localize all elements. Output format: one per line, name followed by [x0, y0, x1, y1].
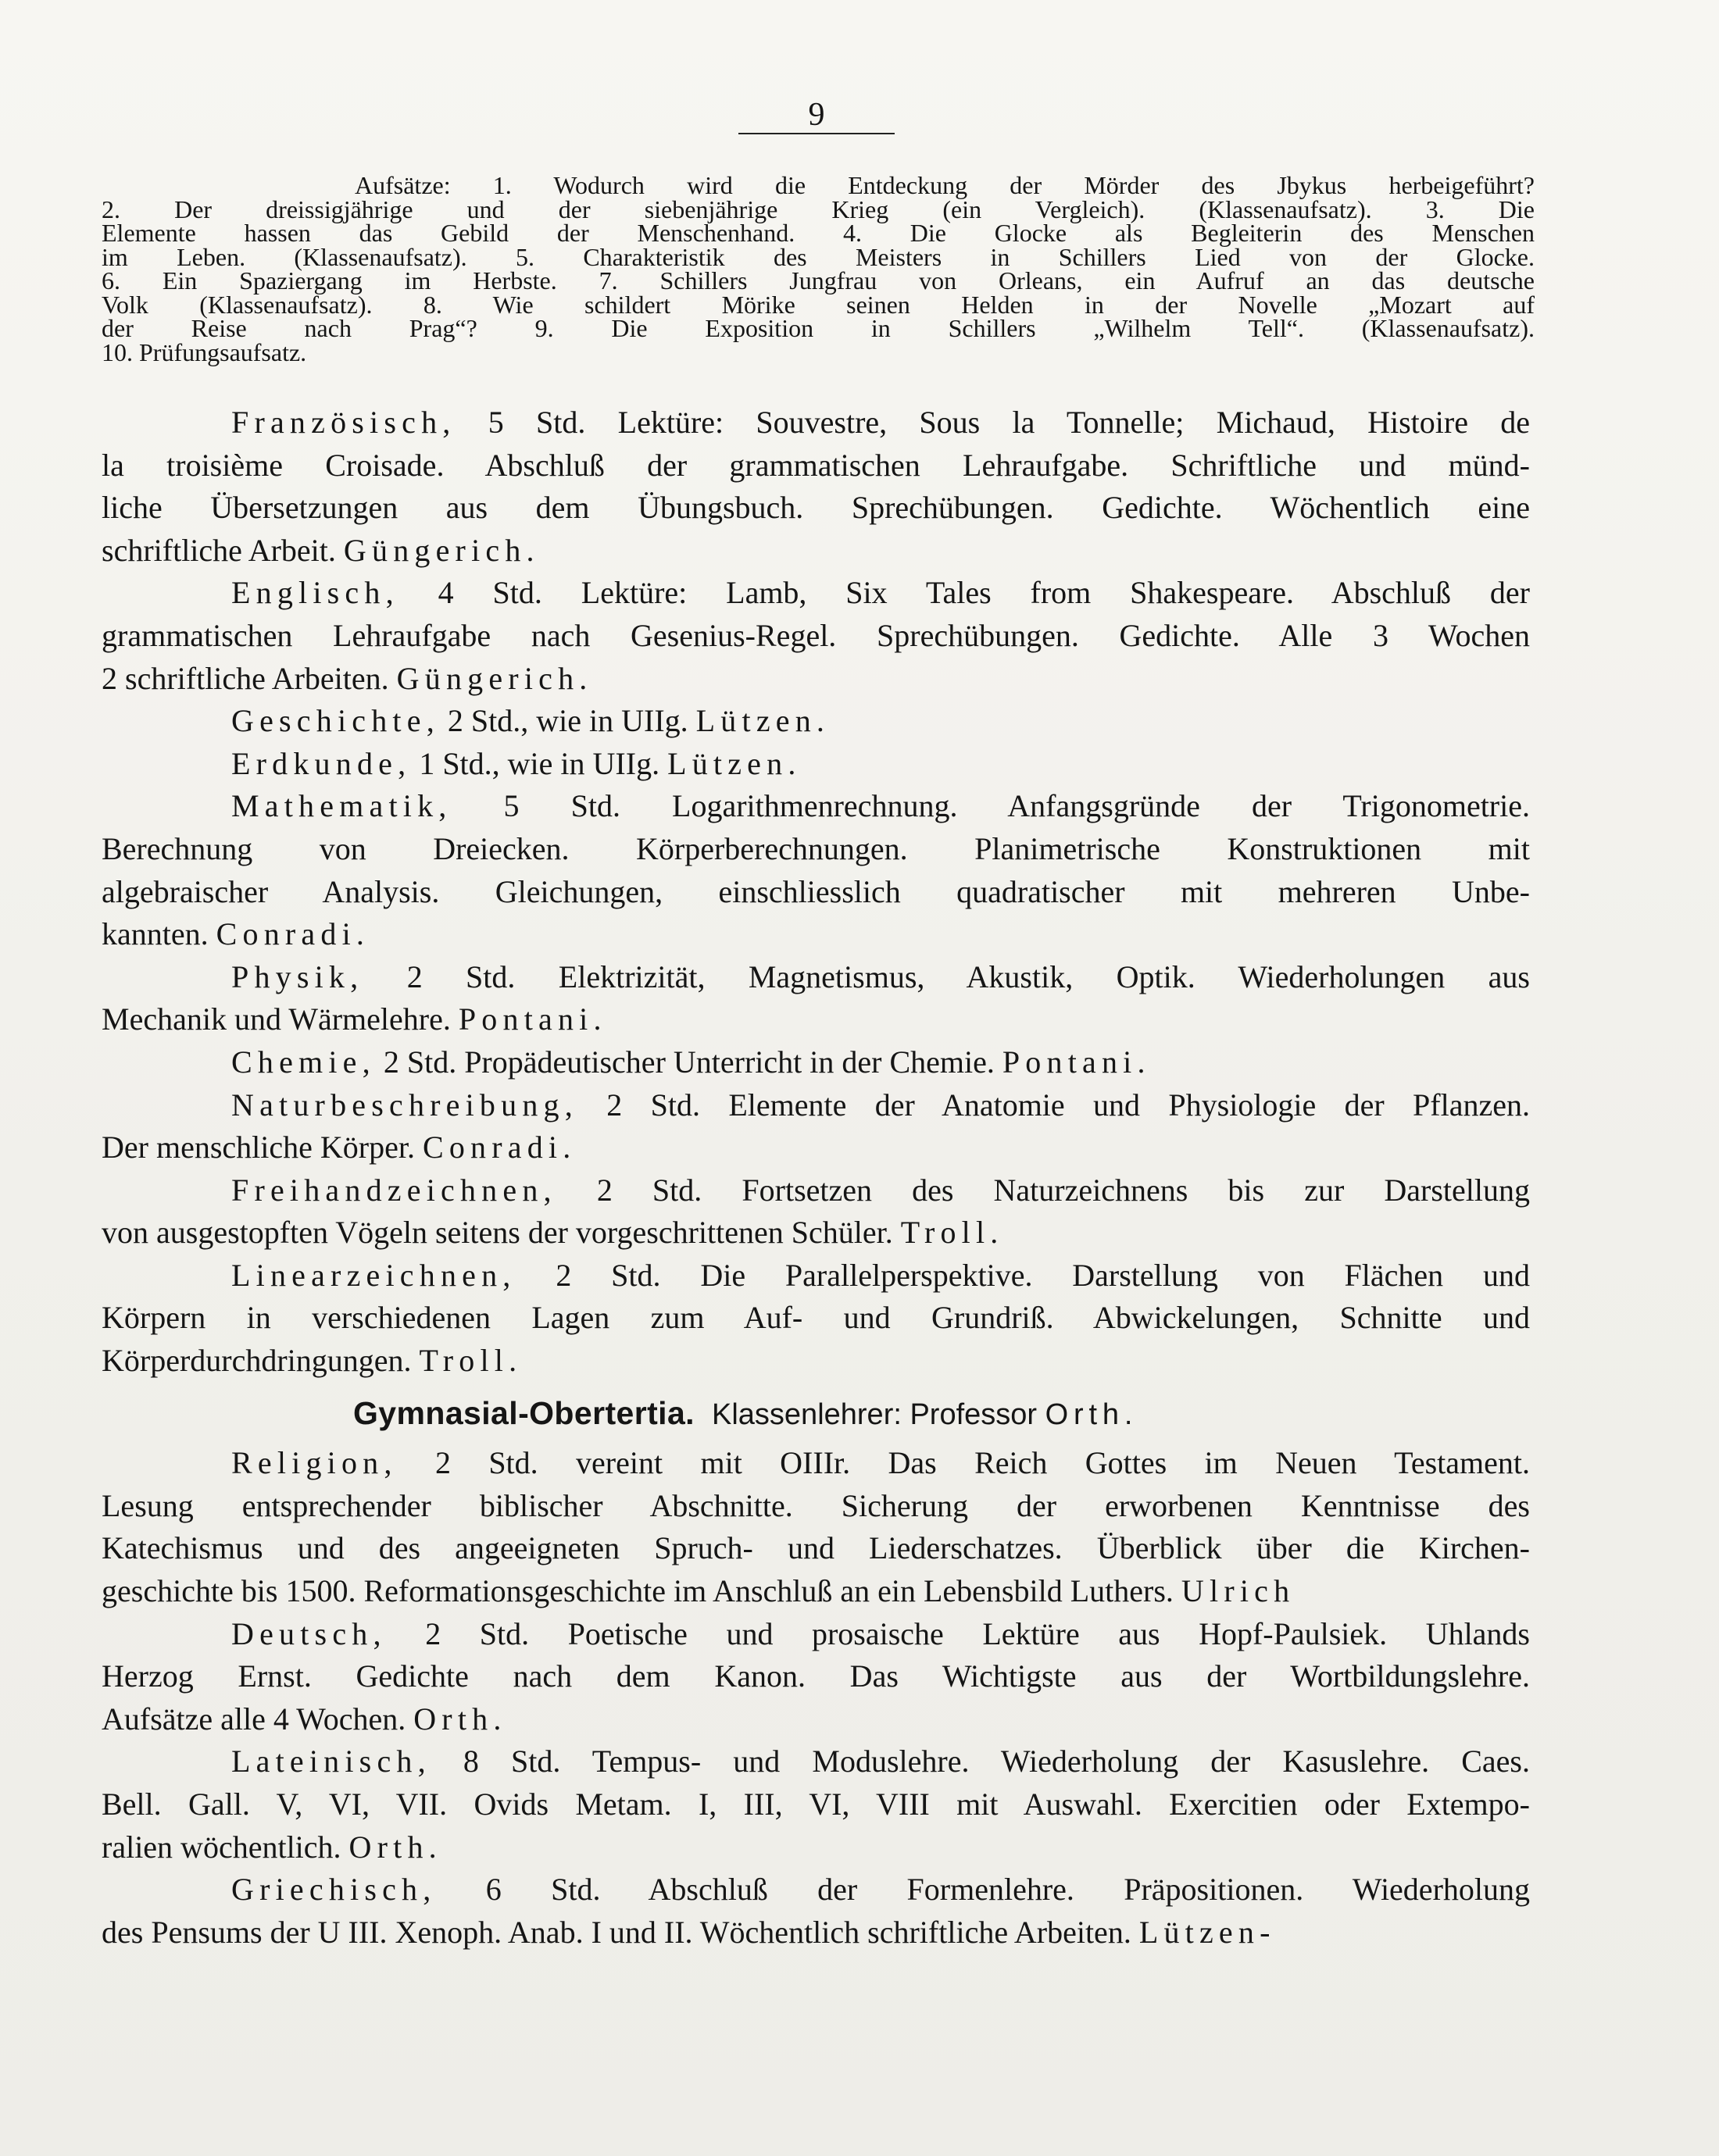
text-line — [102, 913, 1530, 956]
line-text: 4 Std. Lektüre: Lamb, Six Tales from Shakespeare. Abschluß der — [398, 575, 1530, 611]
line-text: liche Übersetzungen aus dem Übungsbuch. Sprechübungen. Gedichte. Wöchentlich eine — [102, 490, 1530, 526]
text-line — [102, 998, 1530, 1041]
text-line — [102, 1655, 1530, 1698]
subject-name: Mathematik, — [231, 788, 452, 824]
text-line — [102, 572, 1530, 615]
text-line — [102, 1255, 1530, 1298]
line-text: 2 Std. Elemente der Anatomie und Physiologie der Pflanzen. — [577, 1087, 1530, 1123]
text-line — [102, 1485, 1530, 1528]
subject-name: Physik, — [231, 958, 364, 994]
section-heading — [102, 1392, 1530, 1437]
line-text: Mechanik und Wärmelehre. — [102, 1001, 459, 1037]
teacher-name: Troll. — [900, 1215, 1004, 1251]
line-text: 2 Std. vereint mit OIIIr. Das Reich Gottes im Neuen Testament. — [397, 1445, 1530, 1481]
subject-name: Französisch, — [231, 405, 456, 440]
subject-name: Religion, — [231, 1445, 398, 1481]
text-line — [102, 658, 1530, 701]
teacher-name: Lützen. — [695, 703, 831, 739]
line-text: 2 Std. Poetische und prosaische Lektüre aus Hopf-Paulsiek. Uhlands — [386, 1615, 1530, 1651]
teacher-name: Güngerich. — [343, 532, 540, 568]
line-text: grammatischen Lehraufgabe nach Gesenius-Regel. Sprechübungen. Gedichte. Alle 3 Wochen — [102, 617, 1530, 653]
line-text: 5 Std. Logarithmenrechnung. Anfangsgründe der Trigonometrie. — [452, 788, 1530, 824]
subject-name: Deutsch, — [231, 1615, 387, 1651]
section-title: Gymnasial-Obertertia. — [353, 1394, 695, 1431]
text-line — [102, 828, 1530, 871]
text-line — [102, 1126, 1530, 1169]
text-line — [102, 1698, 1530, 1741]
teacher-name: Orth. — [413, 1701, 507, 1737]
line-text: Der menschliche Körper. — [102, 1130, 423, 1165]
line-text: Lesung entsprechender biblischer Abschnitte. Sicherung der erworbenen Kenntnisse des — [102, 1487, 1530, 1523]
line-text: 2 Std. Propädeutischer Unterricht in der Chemie. — [375, 1044, 1002, 1080]
line-text: schriftliche Arbeit. — [102, 532, 344, 568]
text-line — [102, 1826, 1530, 1869]
text-line — [102, 785, 1530, 828]
class-teacher-label: Klassenlehrer: Professor — [712, 1397, 1045, 1431]
line-text: Katechismus und des angeeigneten Spruch- und Liederschatzes. Überblick über die Kirchen- — [102, 1530, 1530, 1566]
text-line — [102, 402, 1530, 444]
subject-name: Geschichte, — [231, 703, 440, 739]
line-text: 6 Std. Abschluß der Formenlehre. Präpositionen. Wiederholung — [436, 1872, 1530, 1908]
text-line — [102, 1911, 1530, 1954]
aufsaetze-line: im Leben. (Klassenaufsatz). 5. Charakteristik des Meisters in Schillers Lied von der Glocke. — [102, 242, 1535, 271]
subject-name: Naturbeschreibung, — [231, 1087, 578, 1123]
teacher-name: Conradi. — [422, 1130, 577, 1165]
line-text: Bell. Gall. V, VI, VII. Ovids Metam. I, III, VI, VIII mit Auswahl. Exercitien oder Extempo- — [102, 1787, 1530, 1822]
line-text: des Pensums der U III. Xenoph. Anab. I und II. Wöchentlich schriftliche Arbeiten. — [102, 1914, 1139, 1950]
text-line — [102, 1442, 1530, 1485]
text-line — [102, 1297, 1530, 1340]
line-text: geschichte bis 1500. Reformationsgeschichte im Anschluß an ein Lebensbild Luthers. — [102, 1573, 1181, 1609]
teacher-name: Lützen. — [667, 745, 802, 781]
subject-name: Lateinisch, — [231, 1744, 431, 1779]
aufsaetze-line: 2. Der dreissigjährige und der siebenjährige Krieg (ein Vergleich). (Klassenaufsatz). 3. Die — [102, 195, 1535, 223]
aufsaetze-line: 10. Prüfungsaufsatz. — [102, 337, 307, 366]
text-line — [102, 1613, 1530, 1656]
line-text: 1 Std., wie in UIIg. — [411, 745, 668, 781]
line-text: Körpern in verschiedenen Lagen zum Auf- und Grundriß. Abwickelungen, Schnitte und — [102, 1300, 1530, 1336]
class-teacher-name: Orth. — [1045, 1397, 1138, 1431]
text-line — [102, 1783, 1530, 1826]
text-line — [102, 1740, 1530, 1783]
line-text: Aufsätze alle 4 Wochen. — [102, 1701, 414, 1737]
line-text: 2 Std. Elektrizität, Magnetismus, Akustik, Optik. Wiederholungen aus — [363, 958, 1530, 994]
line-text: Herzog Ernst. Gedichte nach dem Kanon. Das Wichtigste aus der Wortbildungslehre. — [102, 1658, 1530, 1694]
text-line — [102, 530, 1530, 573]
aufsaetze-line: Volk (Klassenaufsatz). 8. Wie schildert Mörike seinen Helden in der Novelle „Mozart auf — [102, 290, 1535, 319]
text-line — [102, 1212, 1530, 1255]
subject-name: Chemie, — [231, 1044, 376, 1080]
line-text: 2 Std., wie in UIIg. — [439, 703, 696, 739]
teacher-name: Lützen- — [1138, 1914, 1276, 1950]
line-text: von ausgestopften Vögeln seitens der vorgeschrittenen Schüler. — [102, 1215, 901, 1251]
text-line — [102, 1041, 1530, 1084]
subject-name: Freihandzeichnen, — [231, 1172, 557, 1208]
text-line — [102, 1527, 1530, 1570]
teacher-name: Pontani. — [1002, 1044, 1151, 1080]
aufsaetze-line: Aufsätze: 1. Wodurch wird die Entdeckung der Mörder des Jbykus herbeigeführt? — [355, 171, 1535, 199]
line-text: 5 Std. Lektüre: Souvestre, Sous la Tonnelle; Michaud, Histoire de — [456, 405, 1530, 440]
text-line — [102, 615, 1530, 658]
text-line — [102, 956, 1530, 999]
line-text: algebraischer Analysis. Gleichungen, einschliesslich quadratischer mit mehreren Unbe- — [102, 873, 1530, 909]
teacher-name: Ulrich — [1181, 1573, 1296, 1609]
teacher-name: Orth. — [348, 1829, 442, 1865]
text-line — [102, 1570, 1530, 1613]
teacher-name: Conradi. — [216, 916, 370, 952]
line-text: 2 Std. Fortsetzen des Naturzeichnens bis zur Darstellung — [556, 1172, 1530, 1208]
aufsaetze-line: Elemente hassen das Gebild der Menschenhand. 4. Die Glocke als Begleiterin des Menschen — [102, 219, 1535, 247]
teacher-name: Troll. — [419, 1343, 523, 1379]
line-text: Berechnung von Dreiecken. Körperberechnungen. Planimetrische Konstruktionen mit — [102, 830, 1530, 866]
text-line — [102, 1869, 1530, 1911]
text-line — [102, 1169, 1530, 1212]
text-line — [102, 871, 1530, 914]
aufsaetze-line: der Reise nach Prag“? 9. Die Exposition in Schillers „Wilhelm Tell“. (Klassenaufsatz). — [102, 314, 1535, 342]
line-text: 2 Std. Die Parallelperspektive. Darstellung von Flächen und — [516, 1257, 1530, 1293]
line-text: kannten. — [102, 916, 216, 952]
teacher-name: Güngerich. — [396, 660, 593, 696]
text-line — [102, 1084, 1530, 1127]
text-line — [102, 487, 1530, 530]
curriculum-body — [102, 402, 1530, 1954]
line-text: Körperdurchdringungen. — [102, 1343, 420, 1379]
subject-name: Erdkunde, — [231, 745, 412, 781]
subject-name: Englisch, — [231, 575, 399, 611]
aufsaetze-paragraph — [102, 171, 1535, 366]
page-number-rule — [738, 133, 895, 134]
text-line — [102, 700, 1530, 743]
aufsaetze-line: 6. Ein Spaziergang im Herbste. 7. Schillers Jungfrau von Orleans, ein Aufruf an das deutsche — [102, 266, 1535, 294]
teacher-name: Pontani. — [458, 1001, 607, 1037]
page-number: 9 — [808, 97, 825, 133]
text-line — [102, 444, 1530, 487]
line-text: 2 schriftliche Arbeiten. — [102, 660, 397, 696]
line-text: 8 Std. Tempus- und Moduslehre. Wiederholung der Kasuslehre. Caes. — [431, 1744, 1530, 1779]
text-line — [102, 743, 1530, 786]
line-text: ralien wöchentlich. — [102, 1829, 349, 1865]
subject-name: Linearzeichnen, — [231, 1257, 516, 1293]
text-line — [102, 1340, 1530, 1383]
subject-name: Griechisch, — [231, 1872, 437, 1908]
line-text: la troisième Croisade. Abschluß der grammatischen Lehraufgabe. Schriftliche und münd- — [102, 447, 1530, 483]
